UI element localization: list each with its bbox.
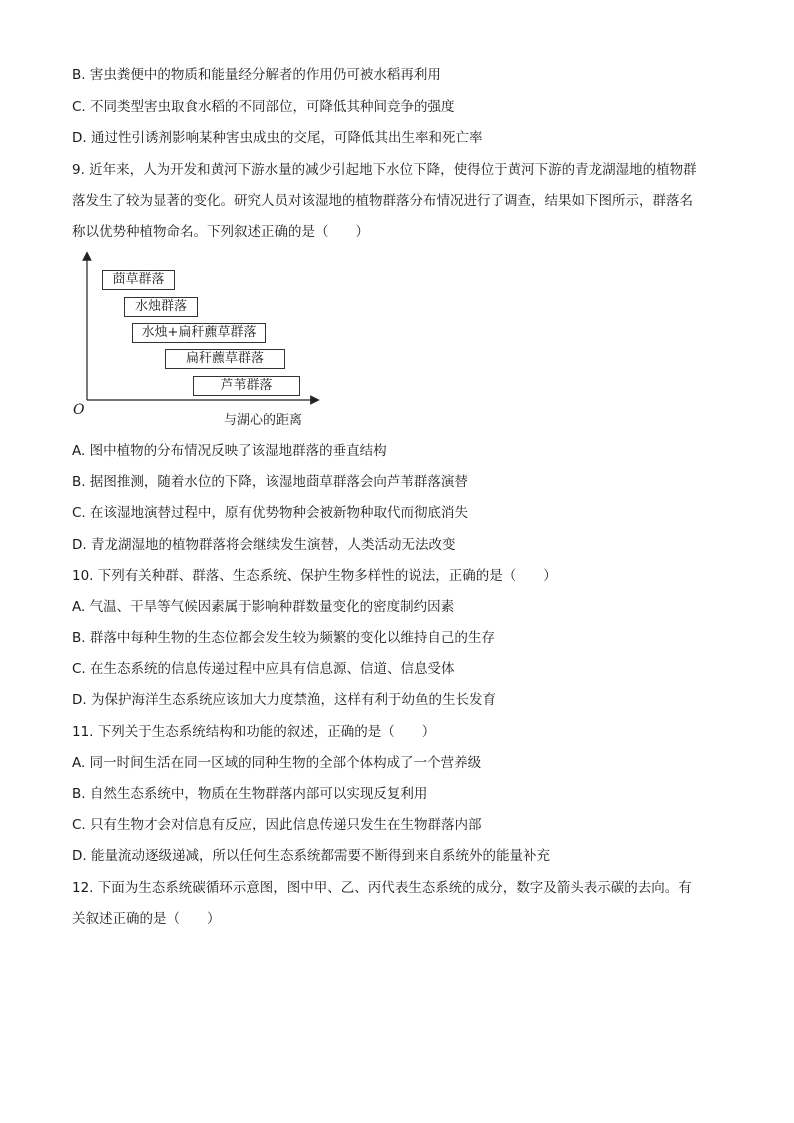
- community-box-4: 扁秆藨草群落: [165, 349, 285, 369]
- option-8b: B. 害虫粪便中的物质和能量经分解者的作用仍可被水稻再利用: [72, 67, 441, 83]
- option-9a: A. 图中植物的分布情况反映了该湿地群落的垂直结构: [72, 443, 387, 459]
- question-9-stem-line-3: 称以优势种植物命名。下列叙述正确的是（ ）: [72, 224, 369, 240]
- x-axis-label: 与湖心的距离: [224, 413, 303, 428]
- question-9-stem-line-2: 落发生了较为显著的变化。研究人员对该湿地的植物群落分布情况进行了调查，结果如下图所示，群落名: [72, 193, 693, 209]
- option-10d: D. 为保护海洋生态系统应该加大力度禁渔，这样有利于幼鱼的生长发育: [72, 692, 496, 708]
- option-9c: C. 在该湿地演替过程中，原有优势物种会被新物种取代而彻底消失: [72, 505, 469, 521]
- option-10a: A. 气温、干旱等气候因素属于影响种群数量变化的密度制约因素: [72, 599, 455, 615]
- question-12-stem-line-2: 关叙述正确的是（ ）: [72, 911, 221, 927]
- community-box-5: 芦苇群落: [193, 376, 300, 396]
- option-9d: D. 青龙湖湿地的植物群落将会继续发生演替，人类活动无法改变: [72, 537, 456, 553]
- community-box-1: 莔草群落: [102, 270, 175, 290]
- option-8c: C. 不同类型害虫取食水稻的不同部位，可降低其种间竞争的强度: [72, 99, 455, 115]
- option-9b: B. 据图推测，随着水位的下降，该湿地莔草群落会向芦苇群落演替: [72, 474, 468, 490]
- option-10b: B. 群落中每种生物的生态位都会发生较为频繁的变化以维持自己的生存: [72, 630, 495, 646]
- option-10c: C. 在生态系统的信息传递过程中应具有信息源、信道、信息受体: [72, 661, 455, 677]
- option-11c: C. 只有生物才会对信息有反应，因此信息传递只发生在生物群落内部: [72, 817, 482, 833]
- community-box-3: 水烛+扁秆藨草群落: [132, 323, 266, 343]
- option-8d: D. 通过性引诱剂影响某种害虫成虫的交尾，可降低其出生率和死亡率: [72, 130, 483, 146]
- community-distribution-figure: [72, 250, 322, 430]
- question-10-stem: 10. 下列有关种群、群落、生态系统、保护生物多样性的说法，正确的是（ ）: [72, 568, 557, 584]
- question-9-stem-line-1: 9. 近年来，人为开发和黄河下游水量的减少引起地下水位下降，使得位于黄河下游的青龙湖湿地的植物群: [72, 162, 697, 178]
- option-11d: D. 能量流动逐级递减，所以任何生态系统都需要不断得到来自系统外的能量补充: [72, 848, 550, 864]
- option-11a: A. 同一时间生活在同一区域的同种生物的全部个体构成了一个营养级: [72, 755, 482, 771]
- option-11b: B. 自然生态系统中，物质在生物群落内部可以实现反复利用: [72, 786, 428, 802]
- question-12-stem-line-1: 12. 下面为生态系统碳循环示意图，图中甲、乙、丙代表生态系统的成分，数字及箭头表示碳的去向。有: [72, 880, 692, 896]
- community-box-2: 水烛群落: [124, 297, 198, 317]
- question-11-stem: 11. 下列关于生态系统结构和功能的叙述，正确的是（ ）: [72, 724, 436, 740]
- origin-label: O: [73, 402, 85, 418]
